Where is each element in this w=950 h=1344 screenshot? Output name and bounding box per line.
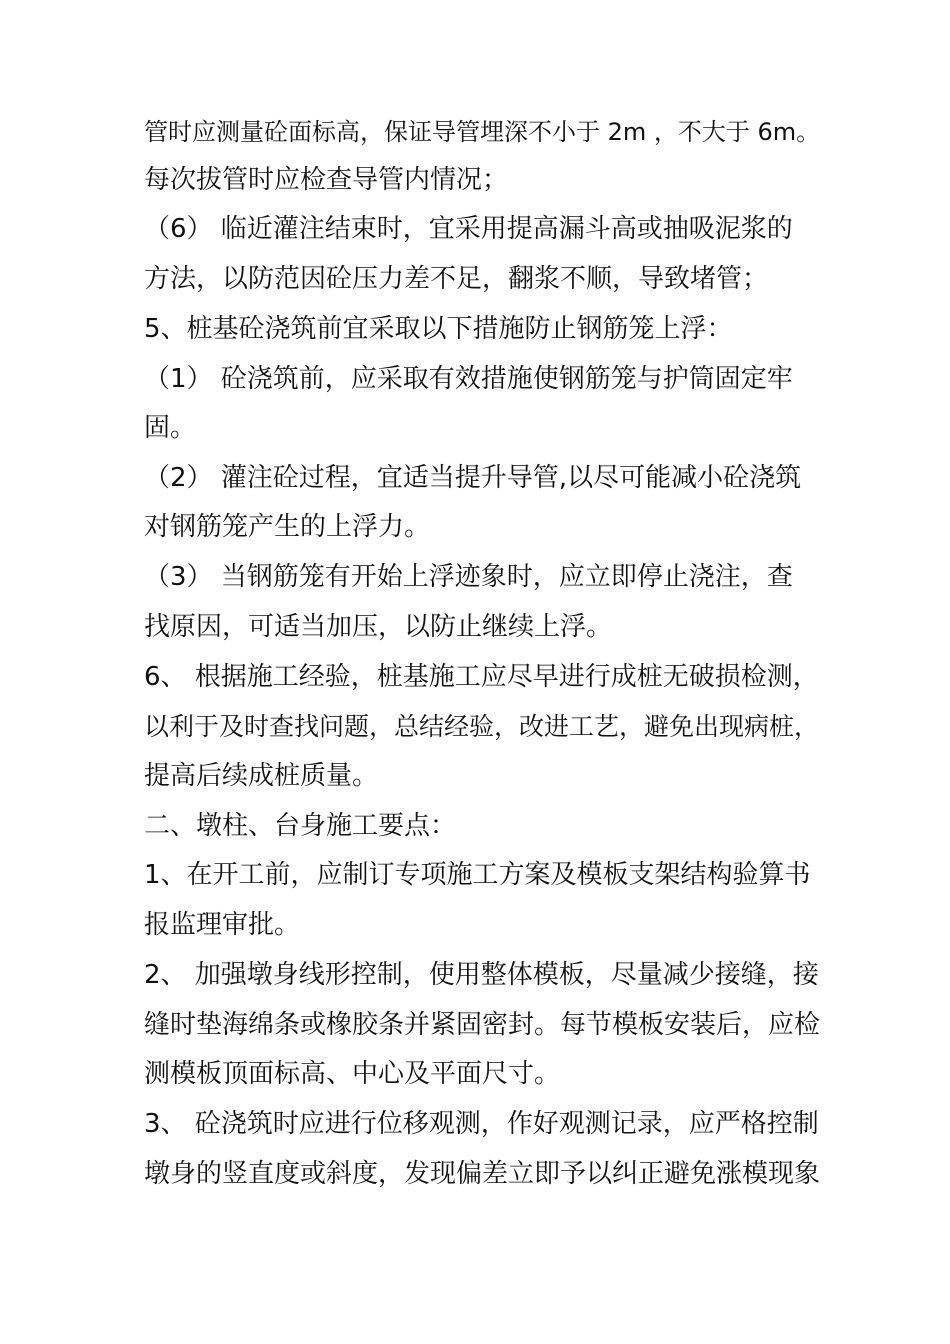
text-line: 2、 加强墩身线形控制，使用整体模板，尽量减少接缝，接 bbox=[144, 960, 819, 990]
text-line: 提高后续成桩质量。 bbox=[144, 761, 379, 791]
text-line: 方法，以防范因砼压力差不足，翻浆不顺，导致堵管； bbox=[144, 264, 769, 294]
text-line: 1、在开工前，应制订专项施工方案及模板支架结构验算书 bbox=[144, 860, 811, 890]
text-line: 报监理审批。 bbox=[144, 910, 301, 940]
text-line: （3） 当钢筋笼有开始上浮迹象时，应立即停止浇注，查 bbox=[144, 562, 793, 592]
text-line: 5、桩基砼浇筑前宜采取以下措施防止钢筋笼上浮： bbox=[144, 314, 733, 344]
text-line: （1） 砼浇筑前，应采取有效措施使钢筋笼与护筒固定牢 bbox=[144, 364, 793, 394]
text-line: 3、 砼浇筑时应进行位移观测，作好观测记录，应严格控制 bbox=[144, 1109, 819, 1139]
text-line: 缝时垫海绵条或橡胶条并紧固密封。每节模板安装后，应检 bbox=[144, 1010, 821, 1040]
text-line: 测模板顶面标高、中心及平面尺寸。 bbox=[144, 1059, 561, 1089]
text-line: 固。 bbox=[144, 413, 197, 443]
text-line: 找原因，可适当加压，以防止继续上浮。 bbox=[144, 612, 613, 642]
text-line: （2） 灌注砼过程，宜适当提升导管,以尽可能减小砼浇筑 bbox=[144, 463, 802, 493]
text-line: （6） 临近灌注结束时，宜采用提高漏斗高或抽吸泥浆的 bbox=[144, 214, 793, 244]
text-line: 管时应测量砼面标高，保证导管埋深不小于 2m ，不大于 6m。 bbox=[144, 118, 821, 146]
text-line: 每次拔管时应检查导管内情况； bbox=[144, 165, 509, 195]
text-line: 对钢筋笼产生的上浮力。 bbox=[144, 512, 431, 542]
text-line: 以利于及时查找问题，总结经验，改进工艺，避免出现病桩， bbox=[144, 712, 820, 741]
text-line: 墩身的竖直度或斜度，发现偏差立即予以纠正避免涨模现象 bbox=[144, 1159, 821, 1189]
text-line: 6、 根据施工经验，桩基施工应尽早进行成桩无破损检测， bbox=[144, 662, 819, 692]
section-heading: 二、墩柱、台身施工要点： bbox=[144, 811, 457, 841]
